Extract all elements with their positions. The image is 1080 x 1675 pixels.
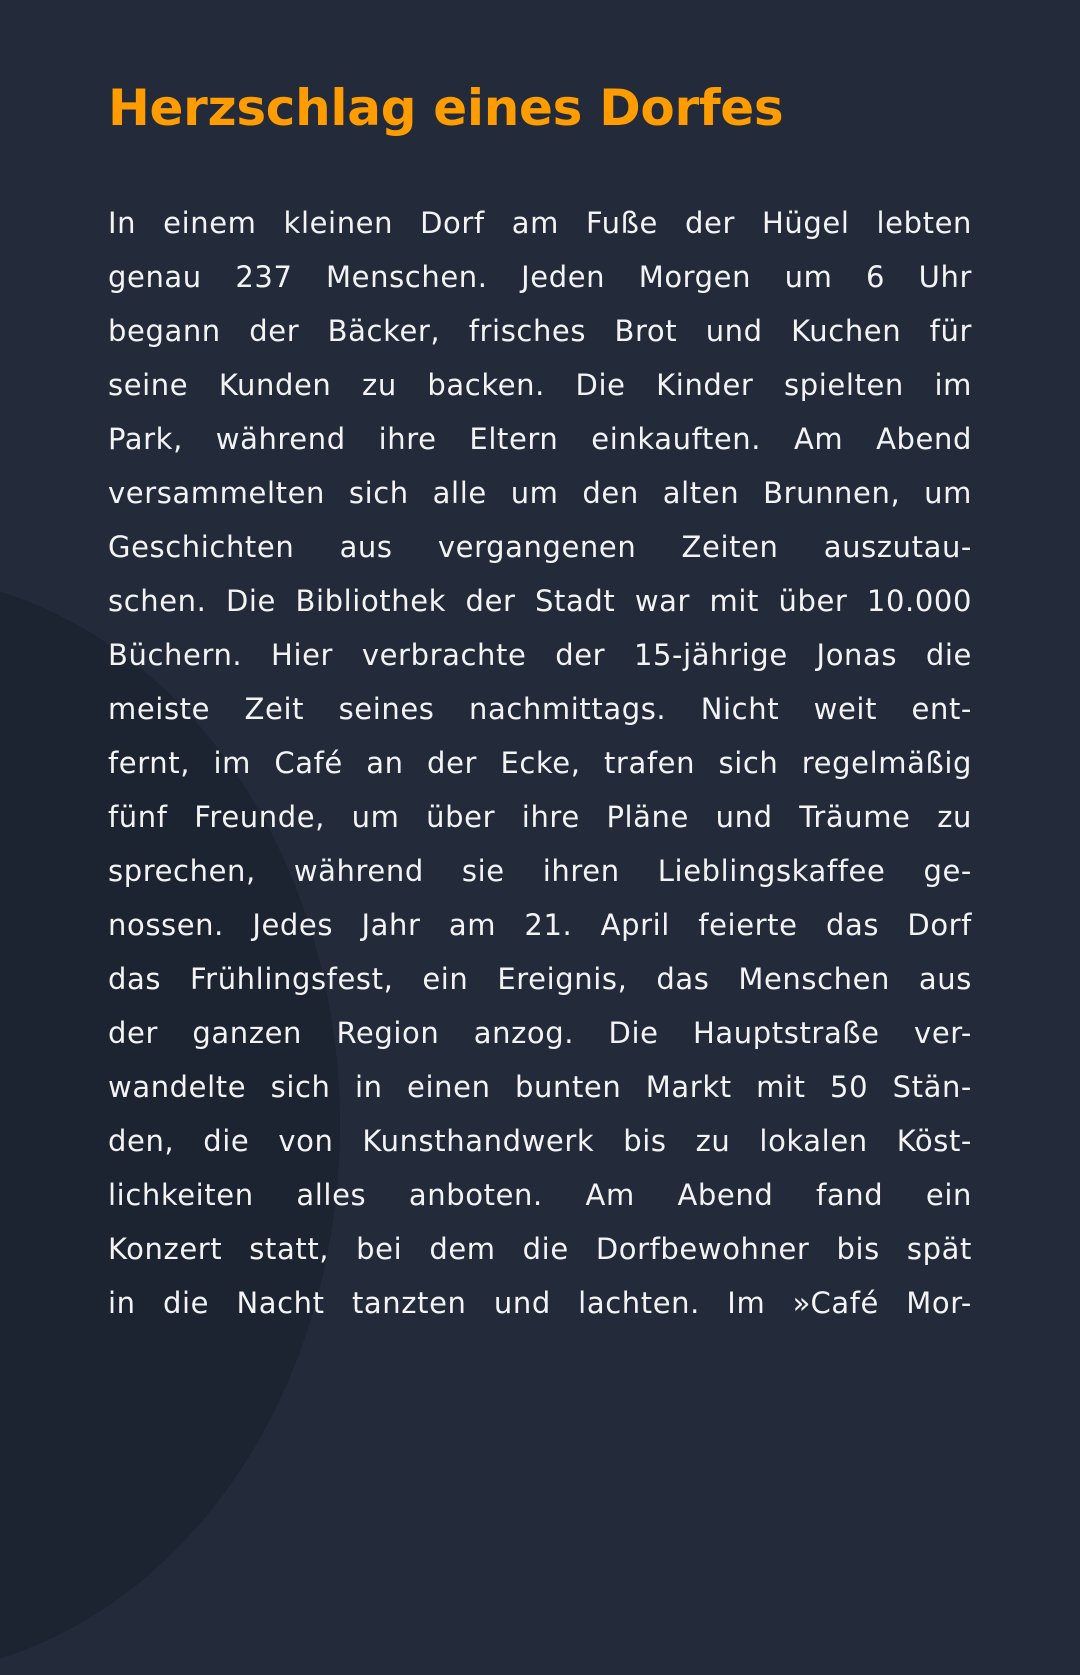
text-line: genau 237 Menschen. Jeden Morgen um 6 Uhr [108, 260, 972, 294]
text-line: nossen. Jedes Jahr am 21. April feierte das Dorf [108, 908, 972, 942]
body-paragraph [108, 196, 972, 1330]
text-line: fernt, im Café an der Ecke, trafen sich regelmäßig [108, 746, 972, 780]
text-line: Geschichten aus vergangenen Zeiten auszutau- [108, 530, 972, 564]
text-line: seine Kunden zu backen. Die Kinder spielten im [108, 368, 972, 402]
text-line: Park, während ihre Eltern einkauften. Am Abend [108, 422, 972, 456]
text-line: sprechen, während sie ihren Lieblingskaffee ge- [108, 854, 972, 888]
text-line: lichkeiten alles anboten. Am Abend fand ein [108, 1178, 972, 1212]
text-line: meiste Zeit seines nachmittags. Nicht weit ent- [108, 692, 972, 726]
text-line: fünf Freunde, um über ihre Pläne und Träume zu [108, 800, 972, 834]
page-title: Herzschlag eines Dorfes [108, 79, 784, 137]
text-line: schen. Die Bibliothek der Stadt war mit über 10.000 [108, 584, 972, 618]
text-line: den, die von Kunsthandwerk bis zu lokalen Köst- [108, 1124, 972, 1158]
text-line: der ganzen Region anzog. Die Hauptstraße ver- [108, 1016, 972, 1050]
text-line: begann der Bäcker, frisches Brot und Kuchen für [108, 314, 972, 348]
text-line: Konzert statt, bei dem die Dorfbewohner bis spät [108, 1232, 972, 1266]
text-line: das Frühlingsfest, ein Ereignis, das Menschen aus [108, 962, 972, 996]
text-line: In einem kleinen Dorf am Fuße der Hügel lebten [108, 206, 972, 240]
text-line: versammelten sich alle um den alten Brunnen, um [108, 476, 972, 510]
text-line: Büchern. Hier verbrachte der 15-jährige Jonas die [108, 638, 972, 672]
text-line: wandelte sich in einen bunten Markt mit 50 Stän- [108, 1070, 972, 1104]
text-line: in die Nacht tanzten und lachten. Im »Café Mor- [108, 1286, 972, 1320]
